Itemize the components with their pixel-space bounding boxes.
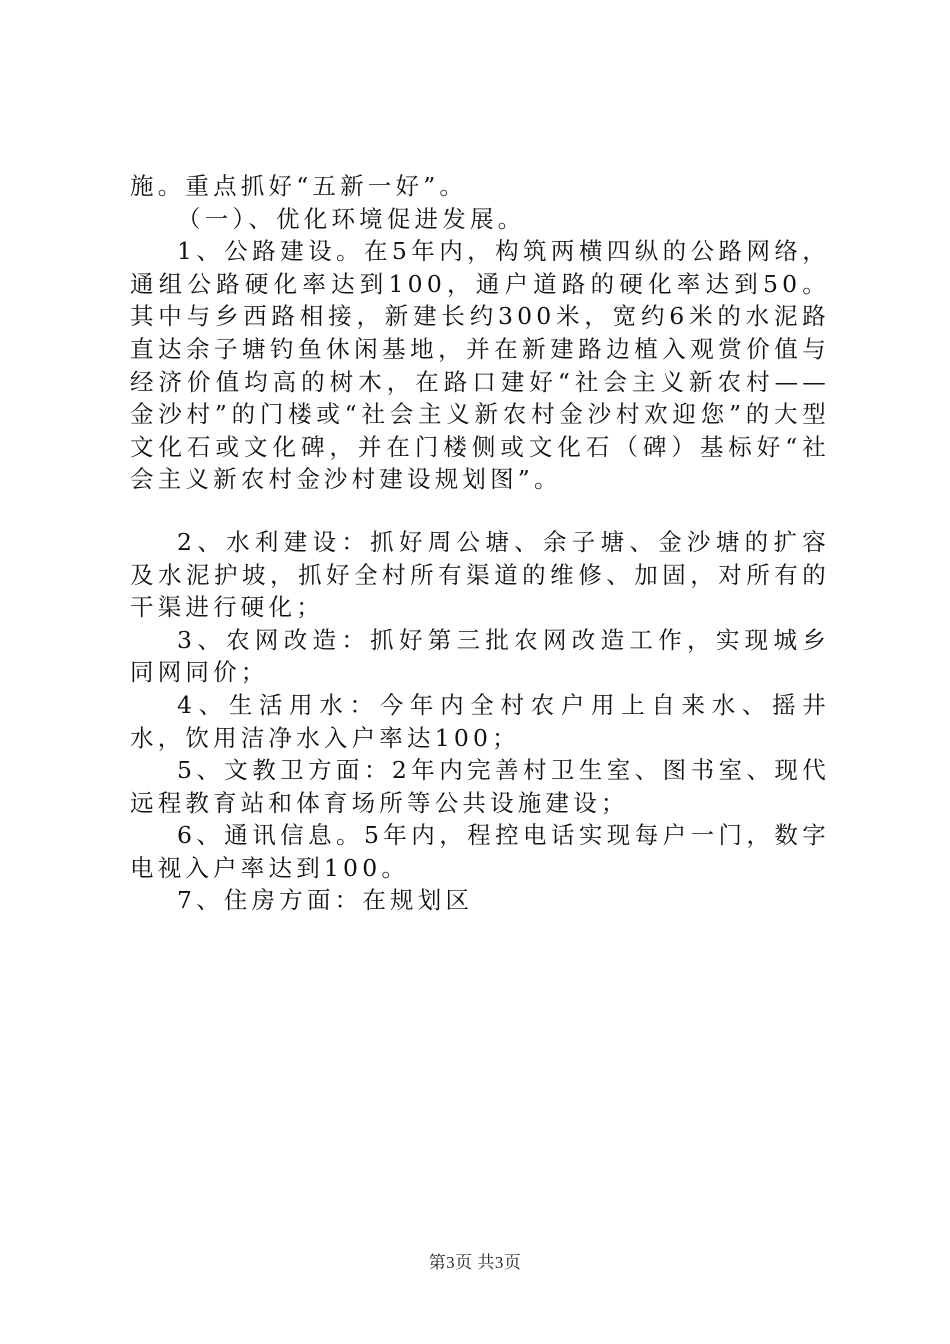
page-footer: 第3页 共3页 — [428, 1253, 522, 1272]
document-body — [130, 170, 830, 917]
paragraph-housing: 7、住房方面：在规划区 — [177, 886, 474, 915]
paragraph-communications: 6、通讯信息。5年内，程控电话实现每户一门，数字电视入户率达到100。 — [130, 821, 830, 882]
section-heading-1: （一）、优化环境促进发展。 — [177, 204, 526, 233]
paragraph-water-supply: 4、生活用水：今年内全村农户用上自来水、摇井水，饮用洁净水入户率达100； — [130, 690, 830, 752]
paragraph-road-construction: 1、公路建设。在5年内，构筑两横四纵的公路网络，通组公路硬化率达到100，通户道路的硬化率达到50。其中与乡西路相接，新建长约300米，宽约6米的水泥路直达余子塘钓鱼休闲基地，并在新建路边植入观赏价值与经济价值均高的树木，在路口建好“社会主义新农村——金沙村”的门楼或“社会主义新农村金沙村欢迎您”的大型文化石或文化碑，并在门楼侧或文化石（碑）基标好“社会主义新农村金沙村建设规划图”。 — [130, 237, 830, 494]
paragraph-power-grid: 3、农网改造：抓好第三批农网改造工作，实现城乡同网同价； — [130, 625, 830, 687]
paragraph-culture-education-health: 5、文教卫方面：2年内完善村卫生室、图书室、现代远程教育站和体育场所等公共设施建设； — [130, 756, 830, 817]
paragraph-intro: 施。重点抓好“五新一好”。 — [130, 172, 468, 200]
paragraph-water-conservancy: 2、水利建设：抓好周公塘、余子塘、金沙塘的扩容及水泥护坡，抓好全村所有渠道的维修、加固，对所有的干渠进行硬化； — [130, 527, 830, 622]
